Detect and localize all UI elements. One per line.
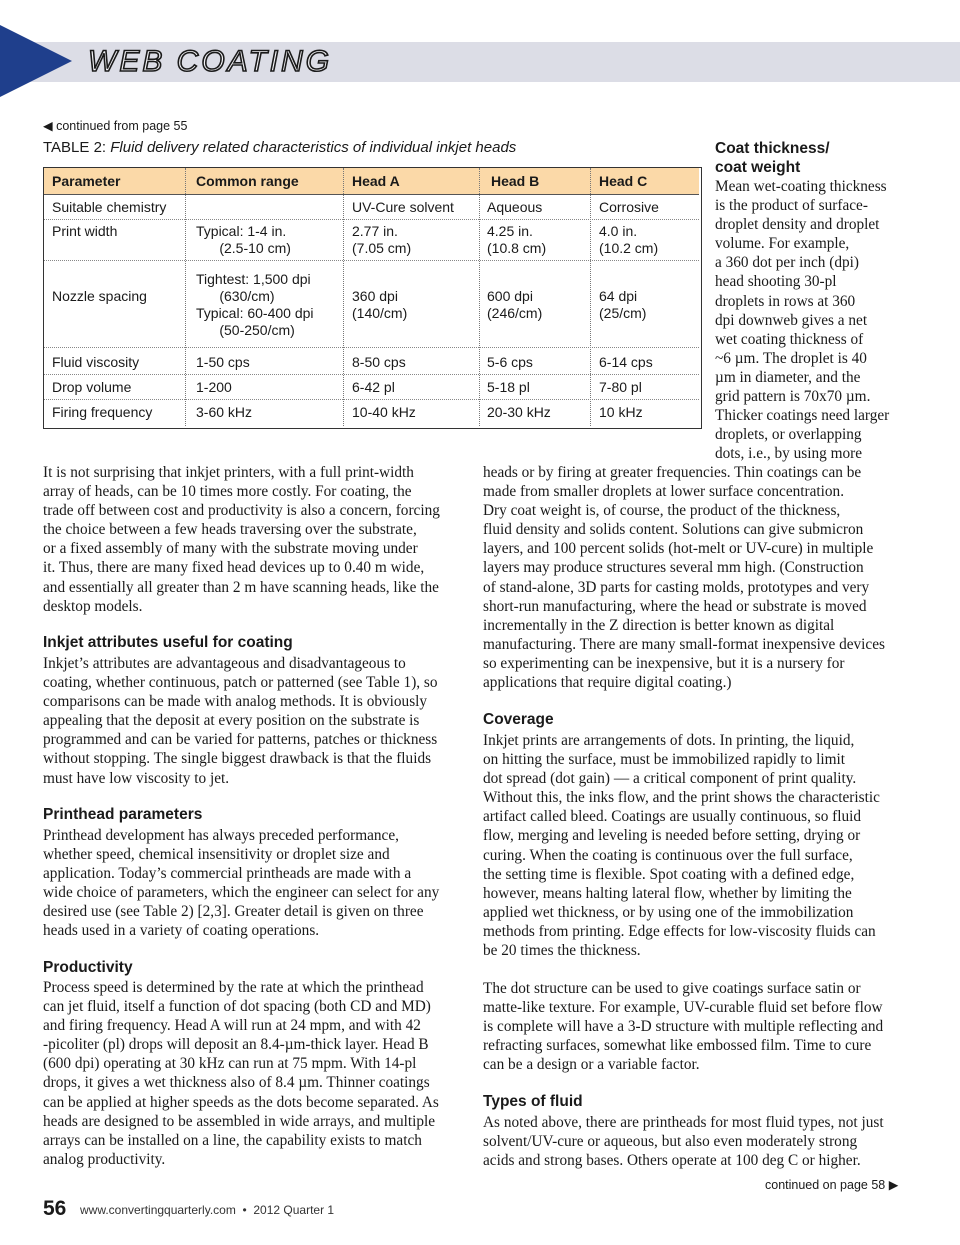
text-line: coating, whether continuous, patch or patterned (see Table 1), so: [43, 674, 438, 692]
text-line: ~6 µm. The droplet is 40: [715, 349, 867, 367]
continued-from-link[interactable]: ◀ continued from page 55: [43, 119, 188, 133]
text-line: incrementally in the Z direction is better known as digital: [483, 616, 835, 634]
table-cell: Firing frequency: [52, 404, 153, 420]
page-number: 56: [43, 1197, 67, 1220]
text-line: droplets, or overlapping: [715, 426, 862, 444]
table-cell: Nozzle spacing: [52, 288, 147, 304]
table-cell: 10 kHz: [599, 404, 643, 420]
text-line: volume. For example,: [715, 235, 850, 253]
table-cell: Suitable chemistry: [52, 199, 167, 215]
sidebar-heading-line: Coat thickness/: [715, 140, 830, 157]
text-line: Process speed is determined by the rate at which the printhead: [43, 979, 424, 996]
coverage-paragraph: [483, 731, 880, 960]
table-cell: 20-30 kHz: [487, 404, 551, 420]
table-cell: 1-50 cps: [196, 354, 250, 370]
table-header-cell: Common range: [196, 173, 299, 189]
text-line: Printhead development has always preceded performance,: [43, 827, 399, 844]
text-line: heads are designed to be assembled in wide arrays, and multiple: [43, 1112, 436, 1130]
table-cell: Corrosive: [599, 199, 659, 215]
table-cell: Drop volume: [52, 379, 132, 395]
table-caption: [43, 139, 516, 156]
table-cell: Tightest: 1,500 dpi (630/cm) Typical: 60-400 dpi (50-250/cm): [196, 271, 314, 338]
table-cell: Print width: [52, 223, 118, 239]
table-divider: [343, 168, 344, 426]
text-line: can jet fluid, itself a function of dot spacing (both CD and MD): [43, 998, 431, 1016]
table-cell: 4.25 in. (10.8 cm): [487, 223, 547, 256]
printhead-paragraph: [43, 826, 439, 941]
table-header-cell: Head A: [352, 173, 400, 189]
text-line: It is not surprising that inkjet printers, with a full print-width: [43, 464, 414, 481]
text-line: Thicker coatings need larger: [715, 407, 890, 425]
text-line: wide choice of parameters, which the engineer can select for any: [43, 884, 440, 902]
text-line: desktop models.: [43, 597, 143, 615]
side-paragraph: [715, 177, 889, 463]
text-line: whether speed, chemical insensitivity or droplet size and: [43, 846, 390, 864]
continued-to-link[interactable]: continued on page 58 ▶: [765, 1178, 899, 1192]
text-line: flow, merging and leveling is needed before setting, drying or: [483, 827, 861, 845]
sidebar-heading-line: coat weight: [715, 159, 801, 176]
text-line: made from smaller droplets at lower surface concentration.: [483, 483, 845, 501]
footer-publication: www.convertingquarterly.com • 2012 Quarter 1: [80, 1203, 335, 1217]
heading-printhead-parameters: Printhead parameters: [43, 806, 203, 823]
table-divider: [185, 168, 186, 426]
table-cell: 3-60 kHz: [196, 404, 253, 420]
text-line: appealing that the deposit at every position on the substrate is: [43, 712, 420, 730]
table-row-divider: [44, 260, 699, 261]
text-line: dot spread (dot gain) — a critical component of print quality.: [483, 770, 857, 788]
table-cell: 10-40 kHz: [352, 404, 416, 420]
text-line: analog productivity.: [43, 1150, 166, 1168]
table-cell: UV-Cure solvent: [352, 199, 454, 215]
heading-productivity: Productivity: [43, 959, 133, 976]
text-line: must have low viscosity to jet.: [43, 769, 230, 787]
section-title: WEB COATING: [88, 45, 333, 78]
text-line: heads used in a variety of coating operations.: [43, 922, 320, 940]
text-line: application. Today’s commercial printheads are made with a: [43, 865, 412, 883]
table-row-divider: [44, 347, 699, 348]
text-line: (600 dpi) operating at 30 kHz can run at 75 mpm. With 14-pl: [43, 1055, 417, 1073]
text-line: trade off between cost and productivity is also a concern, forcing: [43, 502, 440, 520]
text-line: methods from printing. Edge effects for low-viscosity fluids can: [483, 922, 876, 940]
text-line: is the product of surface-: [715, 197, 868, 215]
coat-weight-continuation: [483, 463, 885, 692]
text-line: can be applied at higher speeds as the dots become separated. As: [43, 1093, 439, 1111]
text-line: refracting surfaces, somewhat like embossed film. Time to cure: [483, 1037, 872, 1055]
table-row-divider: [44, 219, 699, 220]
heading-inkjet-attributes: Inkjet attributes useful for coating: [43, 634, 293, 651]
fluid-paragraph: [483, 1113, 884, 1170]
text-line: programmed and can be varied for patterns, patches or thickness: [43, 731, 438, 749]
text-line: dpi downweb gives a net: [715, 311, 868, 329]
text-line: on hitting the surface, must be immobilized rapidly to limit: [483, 751, 845, 769]
text-line: head shooting 30-pl: [715, 273, 837, 291]
text-line: can be a design or a variable factor.: [483, 1056, 700, 1074]
text-line: The dot structure can be used to give coatings surface satin or: [483, 980, 861, 997]
text-line: manufacturing. There are many small-format inexpensive devices: [483, 635, 885, 653]
heading-coverage: Coverage: [483, 711, 554, 728]
table-cell: 1-200: [196, 379, 232, 395]
text-line: -picoliter (pl) drops will deposit an 8.4-µm-thick layer. Head B: [43, 1036, 429, 1054]
text-line: without stopping. The single biggest drawback is that the fluids: [43, 750, 432, 768]
heading-types-of-fluid: Types of fluid: [483, 1093, 583, 1110]
attributes-paragraph: [43, 654, 438, 788]
table-cell: 5-18 pl: [487, 379, 530, 395]
table-cell: Aqueous: [487, 199, 543, 215]
table-cell: 6-42 pl: [352, 379, 395, 395]
text-line: comparisons can be made with analog methods. It is obviously: [43, 693, 428, 711]
text-line: and essentially all greater than 2 m have scanning heads, like the: [43, 578, 439, 596]
text-line: Inkjet prints are arrangements of dots. In printing, the liquid,: [483, 732, 855, 749]
text-line: droplet density and droplet: [715, 216, 880, 234]
table-cell: 600 dpi (246/cm): [487, 288, 543, 321]
text-line: desired use (see Table 2) [2,3]. Greater detail is given on three: [43, 903, 424, 921]
text-line: arrays can be installed on a line, the capability exists to match: [43, 1131, 422, 1149]
text-line: applied wet thickness, or by using one of the immobilization: [483, 903, 854, 921]
text-line: is complete will have a 3-D structure with multiple reflecting and: [483, 1018, 884, 1036]
table-row-divider: [44, 374, 699, 375]
text-line: Dry coat weight is, of course, the product of the thickness,: [483, 502, 841, 520]
text-line: grid pattern is 70x70 µm.: [715, 388, 871, 406]
table-cell: 5-6 cps: [487, 354, 533, 370]
text-line: µm in diameter, and the: [715, 368, 861, 386]
header-triangle-marker: [0, 25, 72, 97]
text-line: acids and strong bases. Others operate at 100 deg C or higher.: [483, 1152, 861, 1170]
text-line: Without this, the inks flow, and the print shows the characteristic: [483, 789, 880, 807]
table-cell: 4.0 in. (10.2 cm): [599, 223, 659, 256]
table-cell: 7-80 pl: [599, 379, 642, 395]
text-line: of stand-alone, 3D parts for casting molds, prototypes and very: [483, 578, 870, 596]
text-line: Mean wet-coating thickness: [715, 178, 887, 195]
text-line: the choice between a few heads traversing over the substrate,: [43, 521, 417, 539]
text-line: so experimenting can be inexpensive, but it is a nursery for: [483, 654, 845, 672]
text-line: and firing frequency. Head A will run at 24 mpm, and with 42: [43, 1017, 421, 1035]
text-line: layers may produce structures several mm high. (Construction: [483, 559, 864, 577]
table-divider: [479, 168, 480, 426]
intro-paragraph: [43, 463, 440, 616]
text-line: solvent/UV-cure or aqueous, but also even moderately strong: [483, 1133, 858, 1151]
table-cell: 2.77 in. (7.05 cm): [352, 223, 412, 256]
text-line: layers, and 100 percent solids (hot-melt or UV-cure) in multiple: [483, 540, 874, 558]
text-line: however, means halting lateral flow, whether by limiting the: [483, 884, 852, 902]
table-cell: 8-50 cps: [352, 354, 406, 370]
text-line: dots, i.e., by using more: [715, 445, 863, 463]
text-line: curing. When the coating is continuous over the full surface,: [483, 846, 853, 864]
text-line: droplets in rows at 360: [715, 292, 856, 310]
table-header-cell: Parameter: [52, 173, 121, 189]
text-line: it. Thus, there are many fixed head devices up to 0.40 m wide,: [43, 559, 425, 577]
text-line: wet coating thickness of: [715, 330, 864, 348]
text-line: matte-like texture. For example, UV-curable fluid set before flow: [483, 999, 883, 1017]
text-line: drops, it gives a wet thickness also of 8.4 µm. Thinner coatings: [43, 1074, 430, 1092]
table-cell: 64 dpi (25/cm): [599, 288, 647, 321]
table-caption-label: TABLE 2:: [43, 139, 107, 156]
table-cell: 360 dpi (140/cm): [352, 288, 408, 321]
table-row-divider: [44, 399, 699, 400]
text-line: be 20 times the thickness.: [483, 942, 641, 960]
table-caption-description: Fluid delivery related characteristics of individual inkjet heads: [110, 139, 517, 156]
table-cell: 6-14 cps: [599, 354, 653, 370]
text-line: a 360 dot per inch (dpi): [715, 254, 860, 272]
table-cell: Typical: 1-4 in. (2.5-10 cm): [196, 223, 291, 256]
table-cell: Fluid viscosity: [52, 354, 140, 370]
text-line: applications that require digital coating.): [483, 674, 732, 692]
text-line: short-run manufacturing, where the head or substrate is moved: [483, 597, 867, 615]
productivity-paragraph: [43, 978, 439, 1169]
text-line: As noted above, there are printheads for most fluid types, not just: [483, 1114, 884, 1131]
text-line: fluid density and solids content. Solutions can give submicron: [483, 521, 864, 539]
text-line: Inkjet’s attributes are advantageous and disadvantageous to: [43, 655, 406, 672]
table-header-cell: Head C: [599, 173, 648, 189]
text-line: or a fixed assembly of many with the substrate moving under: [43, 540, 418, 558]
table-header-cell: Head B: [491, 173, 540, 189]
text-line: the setting time is flexible. Spot coating with a defined edge,: [483, 865, 855, 883]
table-divider: [590, 168, 591, 426]
sidebar-heading: [715, 139, 830, 177]
dot-structure-paragraph: [483, 979, 883, 1074]
text-line: artifact called bleed. Coatings are usually continuous, so fluid: [483, 808, 862, 826]
text-line: array of heads, can be 10 times more costly. For coating, the: [43, 483, 412, 501]
text-line: heads or by firing at greater frequencies. Thin coatings can be: [483, 464, 862, 481]
